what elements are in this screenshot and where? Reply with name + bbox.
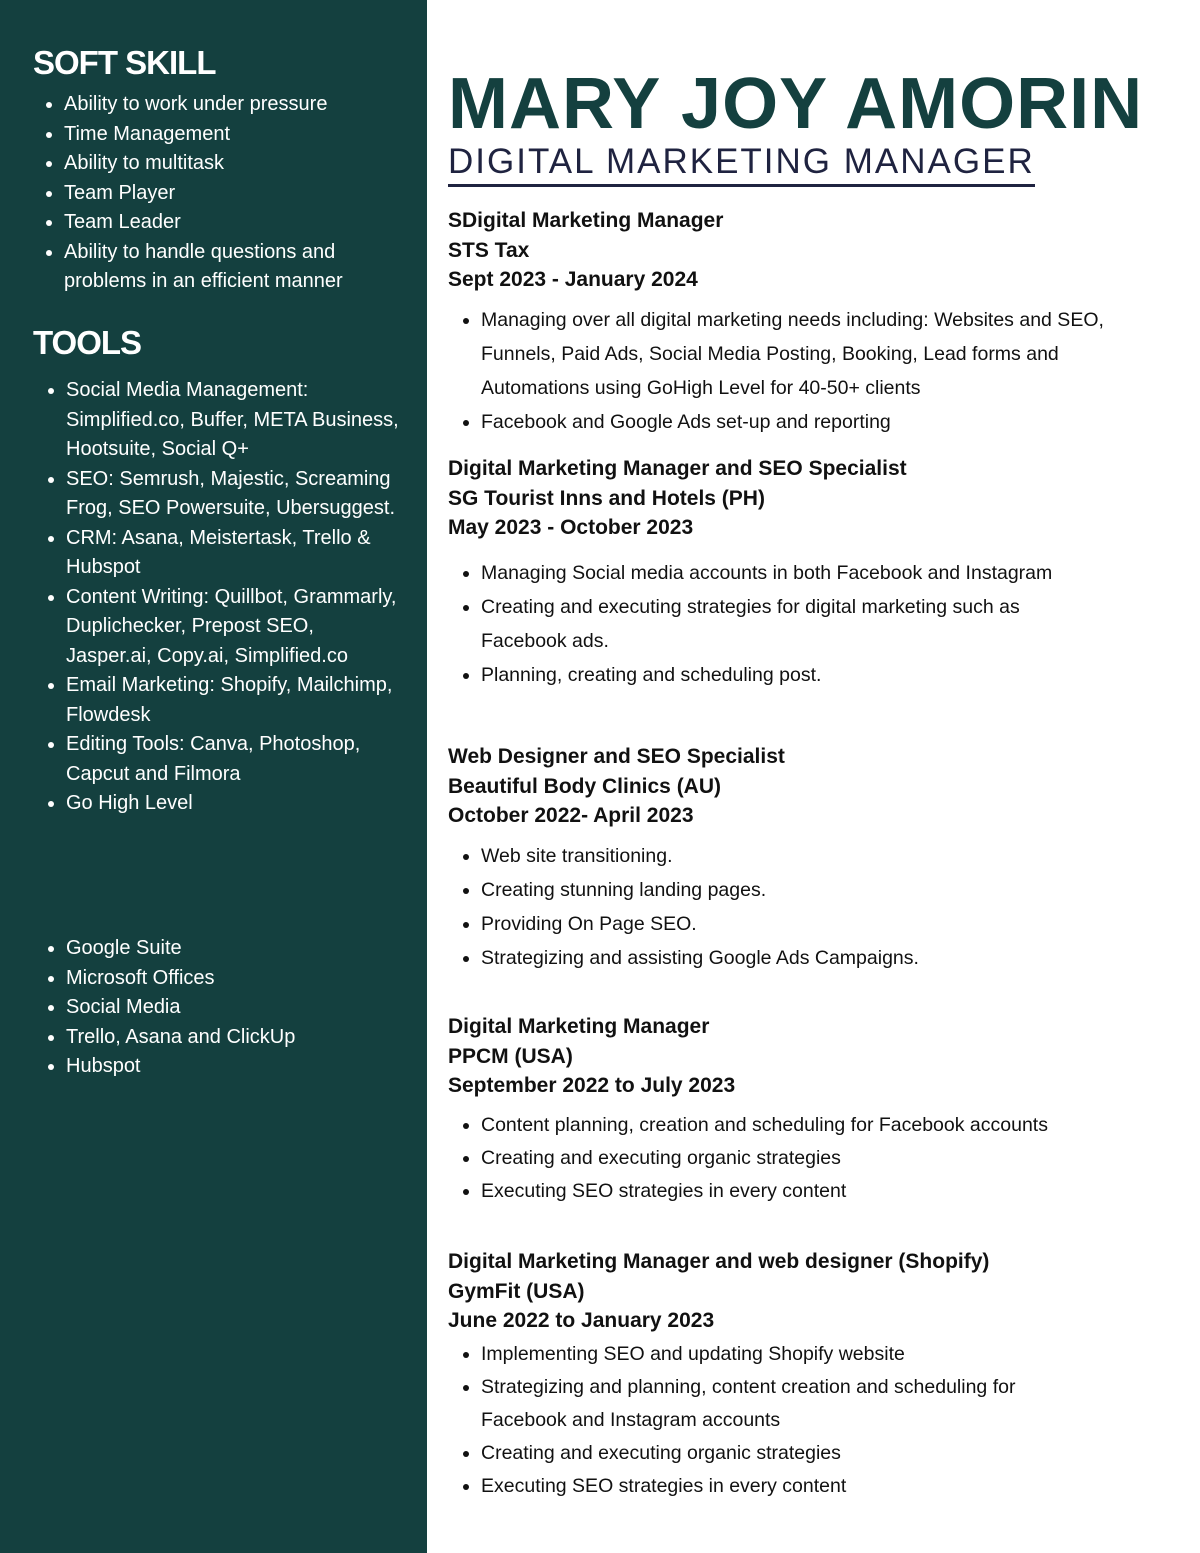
- list-item: • Editing Tools: Canva, Photoshop, Capcut and Filmora: [66, 730, 401, 789]
- job-dates: Sept 2023 - January 2024: [448, 268, 698, 291]
- job-company: PPCM (USA): [448, 1044, 573, 1068]
- list-item: • Content Writing: Quillbot, Grammarly, Duplichecker, Prepost SEO, Jasper.ai, Copy.ai, Simplified.co: [66, 583, 401, 672]
- list-item: • Email Marketing: Shopify, Mailchimp, Flowdesk: [66, 671, 401, 730]
- job-company: Beautiful Body Clinics (AU): [448, 774, 722, 798]
- job-bullets: [448, 1109, 1170, 1208]
- job-company: GymFit (USA): [448, 1279, 585, 1303]
- list-item: • CRM: Asana, Meistertask, Trello & Hubspot: [66, 524, 401, 583]
- job-bullets: [448, 1338, 1100, 1503]
- list-item: • Facebook and Google Ads set-up and reporting: [481, 405, 1170, 439]
- list-item: • Google Suite: [66, 934, 401, 964]
- job-title: Digital Marketing Manager and SEO Specialist: [448, 457, 907, 480]
- list-item: • Team Leader: [64, 208, 404, 238]
- list-item: • Microsoft Offices: [66, 964, 401, 994]
- job-bullets: [448, 556, 1090, 692]
- soft-skills-list: [38, 90, 404, 297]
- job-title: Digital Marketing Manager and web designer (Shopify): [448, 1250, 990, 1273]
- job-bullets: [448, 839, 1170, 975]
- list-item: • Content planning, creation and scheduling for Facebook accounts: [481, 1109, 1170, 1142]
- job-entry: [448, 742, 1170, 975]
- job-entry: [448, 454, 1090, 692]
- list-item: • Team Player: [64, 179, 404, 209]
- job-entry: [448, 1012, 1170, 1208]
- list-item: • Managing over all digital marketing needs including: Websites and SEO, Funnels, Paid Ads, Social Media Posting, Booking, Lead forms and Automations using GoHigh Level for 40-50+ clients: [481, 303, 1170, 405]
- job-company: SG Tourist Inns and Hotels (PH): [448, 486, 765, 510]
- job-dates: September 2022 to July 2023: [448, 1074, 736, 1097]
- list-item: • Social Media: [66, 993, 401, 1023]
- list-item: • Creating stunning landing pages.: [481, 873, 1170, 907]
- list-item: • Creating and executing organic strategies: [481, 1142, 1170, 1175]
- list-item: • Executing SEO strategies in every content: [481, 1175, 1170, 1208]
- soft-skill-heading: SOFT SKILL: [33, 44, 216, 81]
- job-bullets: [448, 303, 1170, 439]
- list-item: • Providing On Page SEO.: [481, 907, 1170, 941]
- list-item: • SEO: Semrush, Majestic, Screaming Frog, SEO Powersuite, Ubersuggest.: [66, 465, 401, 524]
- list-item: • Strategizing and planning, content creation and scheduling for Facebook and Instagram accounts: [481, 1371, 1100, 1437]
- sidebar: [0, 0, 427, 1553]
- list-item: • Time Management: [64, 120, 404, 150]
- list-item: • Strategizing and assisting Google Ads Campaigns.: [481, 941, 1170, 975]
- job-entry: [448, 206, 1170, 439]
- list-item: • Hubspot: [66, 1052, 401, 1082]
- job-title: Digital Marketing Manager: [448, 1015, 710, 1038]
- job-title: SDigital Marketing Manager: [448, 209, 724, 232]
- tools-heading: TOOLS: [33, 324, 142, 361]
- job-company: STS Tax: [448, 238, 530, 262]
- candidate-name: MARY JOY AMORIN: [448, 64, 1144, 144]
- list-item: • Web site transitioning.: [481, 839, 1170, 873]
- list-item: • Trello, Asana and ClickUp: [66, 1023, 401, 1053]
- list-item: • Executing SEO strategies in every content: [481, 1470, 1100, 1503]
- list-item: • Managing Social media accounts in both Facebook and Instagram: [481, 556, 1090, 590]
- job-entry: [448, 1247, 1100, 1503]
- list-item: • Social Media Management: Simplified.co, Buffer, META Business, Hootsuite, Social Q+: [66, 376, 401, 465]
- job-dates: May 2023 - October 2023: [448, 516, 694, 539]
- job-title: Web Designer and SEO Specialist: [448, 745, 785, 768]
- job-dates: October 2022- April 2023: [448, 804, 694, 827]
- list-item: • Ability to multitask: [64, 149, 404, 179]
- candidate-role: DIGITAL MARKETING MANAGER: [448, 140, 1035, 187]
- job-dates: June 2022 to January 2023: [448, 1309, 715, 1332]
- list-item: • Ability to handle questions and problems in an efficient manner: [64, 238, 404, 297]
- tools-list: [40, 376, 401, 819]
- list-item: • Go High Level: [66, 789, 401, 819]
- list-item: • Ability to work under pressure: [64, 90, 404, 120]
- list-item: • Creating and executing strategies for digital marketing such as Facebook ads.: [481, 590, 1090, 658]
- list-item: • Planning, creating and scheduling post.: [481, 658, 1090, 692]
- list-item: • Implementing SEO and updating Shopify website: [481, 1338, 1100, 1371]
- other-tools-list: [40, 934, 401, 1082]
- list-item: • Creating and executing organic strategies: [481, 1437, 1100, 1470]
